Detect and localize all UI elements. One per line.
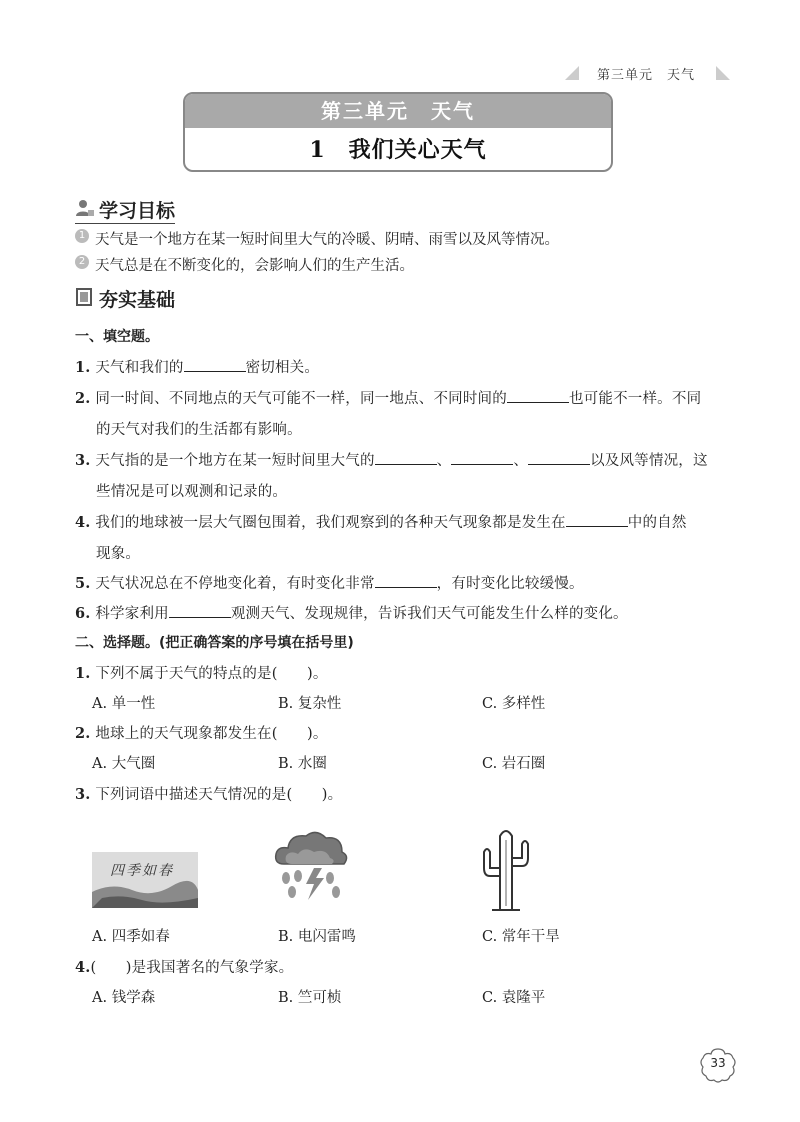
option-c[interactable]: C. 岩石圈 [482, 756, 546, 772]
option-a[interactable]: A. 单一性 [92, 696, 156, 712]
unit-header-tag [565, 62, 730, 84]
thunderstorm-icon [270, 826, 350, 906]
page-number-badge [698, 1046, 738, 1084]
header-topic-label: 天气 [667, 68, 696, 83]
choice-question-1: 1. 下列不属于天气的特点的是( )。 [75, 665, 328, 682]
image-caption: 四季如春 [110, 863, 174, 879]
option-b[interactable]: B. 复杂性 [278, 696, 342, 712]
choice-question-3: 3. 下列词语中描述天气情况的是( )。 [75, 786, 343, 803]
goal-item: 1 天气是一个地方在某一短时间里大气的冷暖、阴晴、雨雪以及风等情况。 [75, 228, 715, 248]
option-b[interactable]: B. 水圈 [278, 756, 327, 772]
fill-question-3: 3. 天气指的是一个地方在某一短时间里大气的 、 、 以及风等情况，这 [75, 452, 708, 469]
option-a[interactable]: A. 大气圈 [92, 756, 156, 772]
option-b[interactable]: B. 电闪雷鸣 [278, 929, 356, 945]
answer-blank[interactable] [169, 605, 231, 618]
option-c[interactable]: C. 常年干旱 [482, 929, 560, 945]
option-a[interactable]: A. 钱学森 [92, 990, 156, 1006]
choice-question-4: 4.( )是我国著名的气象学家。 [75, 959, 294, 976]
goals-heading: 学习目标 [75, 196, 175, 220]
cactus-icon [478, 826, 534, 912]
basics-heading: 夯实基础 [75, 285, 175, 309]
answer-blank[interactable] [375, 452, 437, 465]
fill-question-4: 4. 我们的地球被一层大气圈包围着，我们观察到的各种天气现象都是发生在 中的自然 [75, 514, 687, 531]
answer-blank[interactable] [451, 452, 513, 465]
triangle-left-icon [565, 66, 579, 80]
answer-blank[interactable] [375, 575, 437, 588]
goal-item: 2 天气总是在不断变化的，会影响人们的生产生活。 [75, 254, 715, 274]
fill-question-3-cont: 些情况是可以观测和记录的。 [96, 484, 288, 500]
option-b[interactable]: B. 竺可桢 [278, 990, 342, 1006]
answer-blank[interactable] [184, 359, 246, 372]
page-number: 33 [710, 1056, 726, 1070]
option-a[interactable]: A. 四季如春 [92, 929, 170, 945]
answer-blank[interactable] [507, 390, 569, 403]
answer-blank[interactable] [528, 452, 590, 465]
goal-number: 2 [75, 255, 89, 269]
fill-question-4-cont: 现象。 [96, 546, 141, 562]
fill-question-5: 5. 天气状况总在不停地变化着，有时变化非常 ，有时变化比较缓慢。 [75, 575, 584, 592]
goal-number: 1 [75, 229, 89, 243]
option-c[interactable]: C. 多样性 [482, 696, 546, 712]
fill-question-2: 2. 同一时间、不同地点的天气可能不一样，同一地点、不同时间的 也可能不一样。不同 [75, 390, 702, 407]
book-icon [75, 287, 95, 307]
lesson-title-box [183, 92, 613, 172]
spring-landscape-image [92, 852, 198, 908]
person-icon [75, 198, 95, 218]
answer-blank[interactable] [566, 514, 628, 527]
fill-question-6: 6. 科学家利用 观测天气、发现规律，告诉我们天气可能发生什么样的变化。 [75, 605, 628, 622]
unit-title: 第三单元 天气 [185, 94, 611, 128]
part2-title: 二、选择题。(把正确答案的序号填在括号里) [75, 635, 354, 651]
fill-question-2-cont: 的天气对我们的生活都有影响。 [96, 422, 302, 438]
header-unit-label: 第三单元 [597, 68, 654, 83]
choice-question-2: 2. 地球上的天气现象都发生在( )。 [75, 725, 328, 742]
option-c[interactable]: C. 袁隆平 [482, 990, 546, 1006]
part1-title: 一、填空题。 [75, 329, 159, 345]
fill-question-1: 1. 天气和我们的 密切相关。 [75, 359, 320, 376]
lesson-title: 1 我们关心天气 [309, 137, 487, 163]
triangle-right-icon [716, 66, 730, 80]
